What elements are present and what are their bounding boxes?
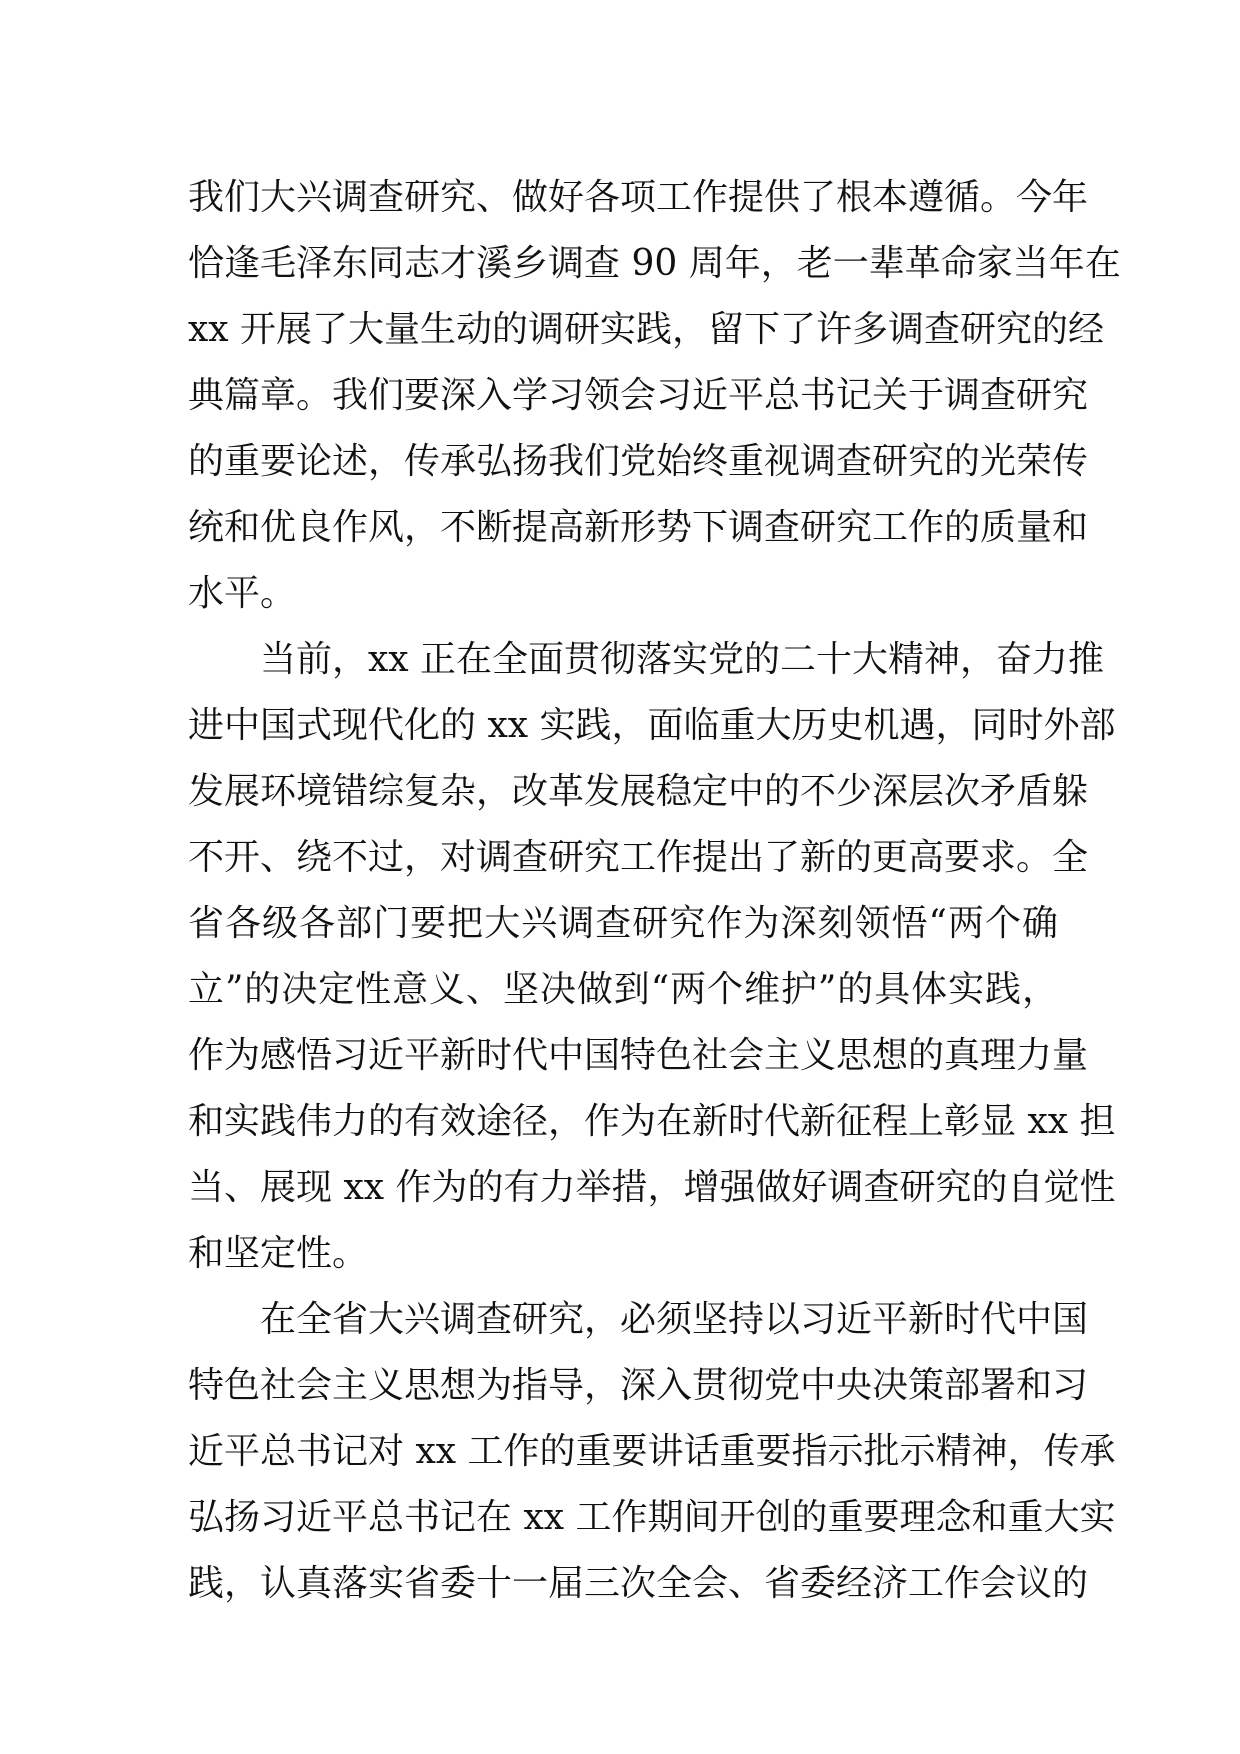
paragraph-line: 特色社会主义思想为指导，深入贯彻党中央决策部署和习 [188,1365,1089,1406]
document-body [188,165,1121,1617]
paragraph-line: 当前，xx 正在全面贯彻落实党的二十大精神，奋力推 [260,639,1105,680]
paragraph-line: 典篇章。我们要深入学习领会习近平总书记关于调查研究 [188,375,1089,416]
paragraph-line: 我们大兴调查研究、做好各项工作提供了根本遵循。今年 [188,177,1089,218]
paragraph-line: 近平总书记对 xx 工作的重要讲话重要指示批示精神，传承 [188,1431,1116,1472]
paragraph-line: 省各级各部门要把大兴调查研究作为深刻领悟“两个确 [188,903,1058,944]
paragraph-line: 的重要论述，传承弘扬我们党始终重视调查研究的光荣传 [188,441,1089,482]
paragraph-line: 发展环境错综复杂，改革发展稳定中的不少深层次矛盾躲 [188,771,1089,812]
paragraph-line: 立”的决定性意义、坚决做到“两个维护”的具体实践， [188,969,1058,1010]
paragraph-line: 践，认真落实省委十一届三次全会、省委经济工作会议的 [188,1563,1089,1604]
paragraph-line: 在全省大兴调查研究，必须坚持以习近平新时代中国 [260,1299,1089,1340]
paragraph-line: 作为感悟习近平新时代中国特色社会主义思想的真理力量 [188,1035,1089,1076]
paragraph-line: 进中国式现代化的 xx 实践，面临重大历史机遇，同时外部 [188,705,1116,746]
paragraph-line: 弘扬习近平总书记在 xx 工作期间开创的重要理念和重大实 [188,1497,1116,1538]
paragraph-3 [188,1287,1116,1617]
paragraph-line: 恰逢毛泽东同志才溪乡调查 90 周年，老一辈革命家当年在 [188,243,1121,284]
paragraph-1 [188,165,1121,627]
paragraph-line: 统和优良作风，不断提高新形势下调查研究工作的质量和 [188,507,1089,548]
paragraph-line: xx 开展了大量生动的调研实践，留下了许多调查研究的经 [188,309,1105,350]
paragraph-line: 当、展现 xx 作为的有力举措，增强做好调查研究的自觉性 [188,1167,1116,1208]
paragraph-line: 和实践伟力的有效途径，作为在新时代新征程上彰显 xx 担 [188,1101,1116,1142]
paragraph-line: 不开、绕不过，对调查研究工作提出了新的更高要求。全 [188,837,1089,878]
paragraph-2 [188,627,1116,1287]
paragraph-line: 和坚定性。 [188,1233,369,1274]
paragraph-line: 水平。 [188,573,297,614]
